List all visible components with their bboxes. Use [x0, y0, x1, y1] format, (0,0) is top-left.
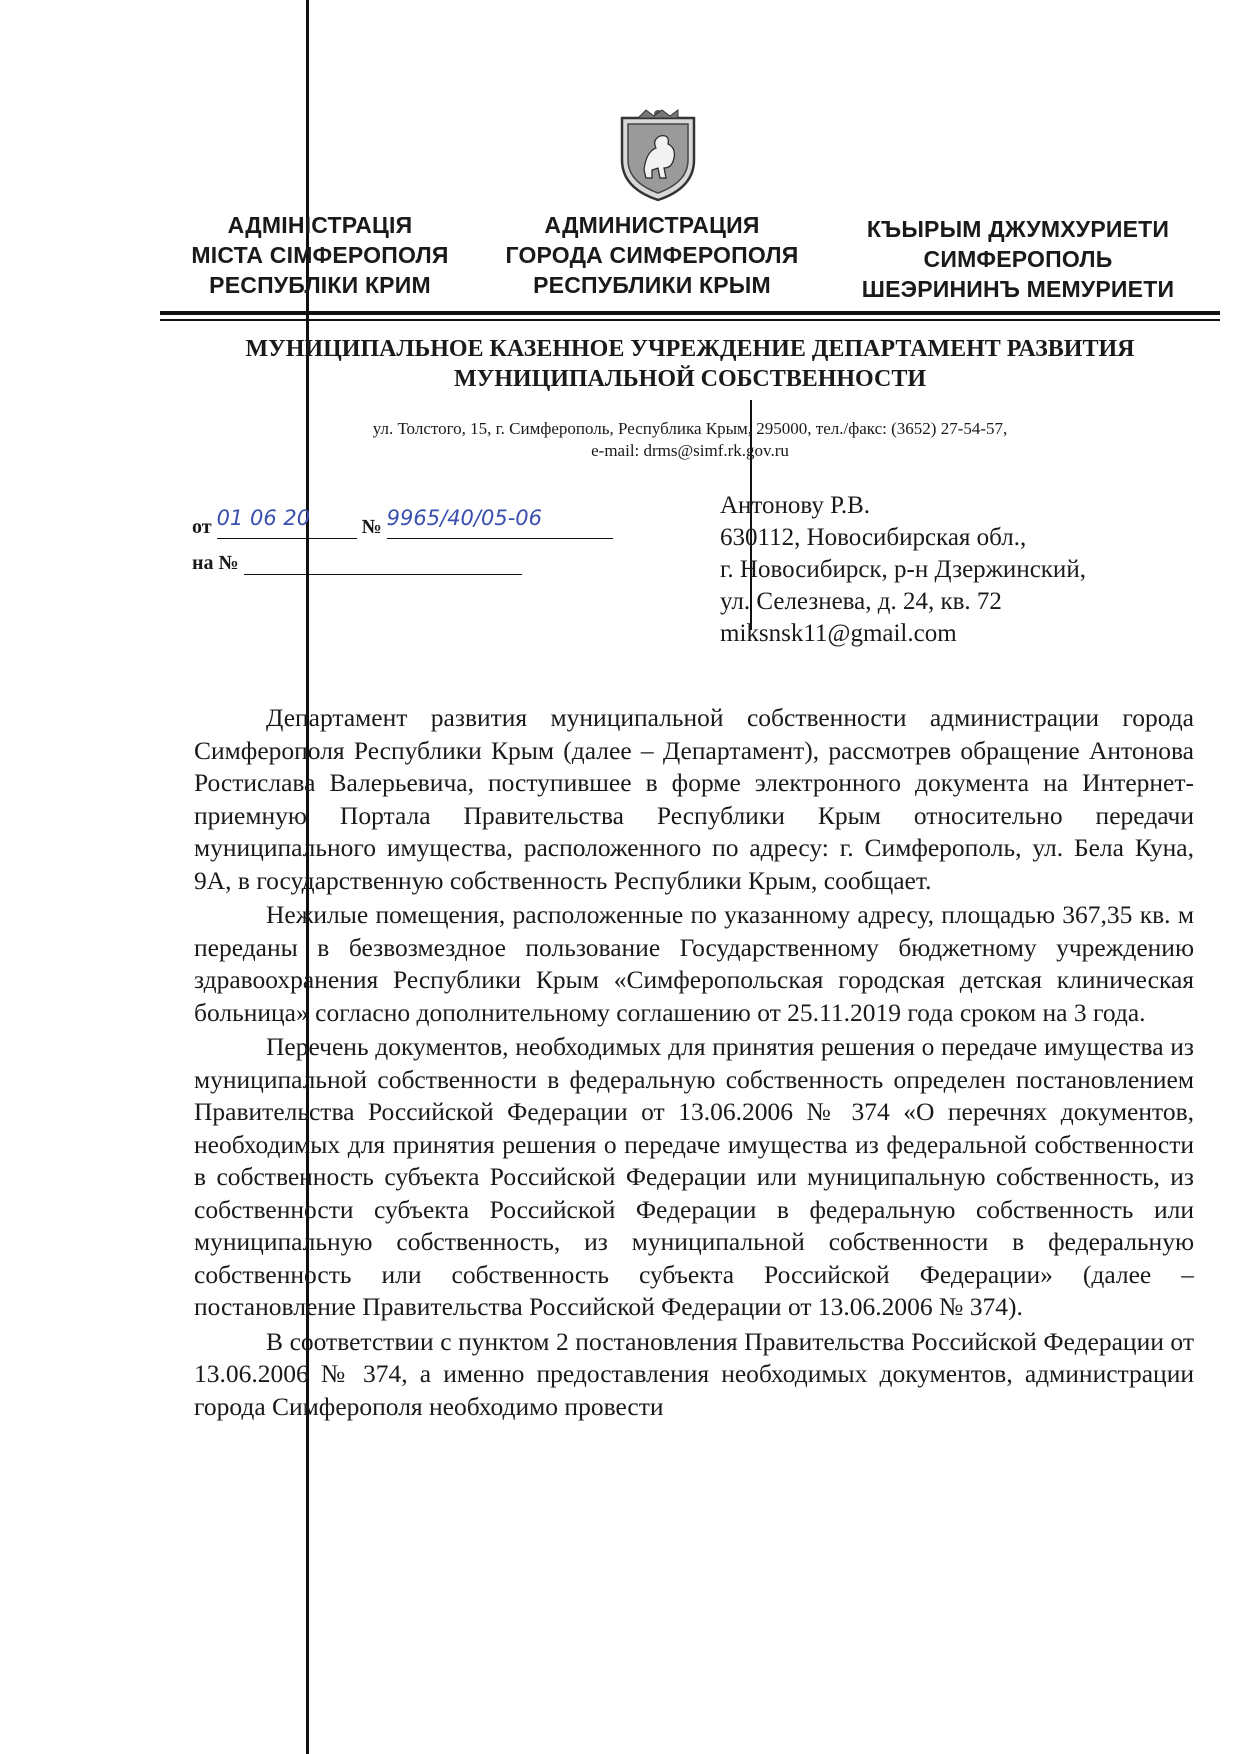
body-paragraph: Департамент развития муниципальной собственности администрации города Симферополя Республики Крым (далее – Департамент), рассмотрев обращение Антонова Ростислава Валерьевича, поступившее в форме электронного документа на Интернет-приемную Портала Правительства Республики Крым относительно передачи муниципального имущества, расположенного по адресу: г. Симферополь, ул. Бела Куна, 9А, в государственную собственность Республики Крым, сообщает.: [194, 703, 1194, 895]
number-label: №: [361, 516, 382, 538]
organization-address: [160, 418, 1220, 462]
organization-title: [160, 334, 1220, 394]
header-ru-line: ГОРОДА СИМФЕРОПОЛЯ: [505, 242, 799, 268]
body-paragraph: В соответствии с пунктом 2 постановления Правительства Российской Федерации от 13.06.2006 № 374, а именно предоставления необходимых документов, администрации города Симферополя необходимо провести: [194, 1326, 1194, 1421]
header-ct-line: ШЕЭРИНИНЪ МЕМУРИЕТИ: [861, 276, 1175, 302]
recipient-block: [720, 490, 1200, 650]
from-label: от: [192, 516, 212, 538]
ref-label: на №: [192, 552, 239, 574]
letter-body: [194, 702, 1194, 1425]
number-field: [386, 506, 613, 539]
handwritten-date: 01 06 20: [216, 506, 311, 530]
recipient-address-line: 630112, Новосибирская обл.,: [720, 524, 1027, 551]
header-russian: [482, 210, 822, 300]
header-ru-line: РЕСПУБЛИКИ КРЫМ: [533, 272, 771, 298]
org-title-line: МУНИЦИПАЛЬНОЕ КАЗЕННОЕ УЧРЕЖДЕНИЕ ДЕПАРТАМЕНТ РАЗВИТИЯ: [245, 336, 1135, 362]
header-ru-line: АДМИНИСТРАЦИЯ: [544, 212, 760, 238]
outgoing-registration: [192, 506, 613, 584]
header-divider: [160, 311, 1220, 315]
org-title-line: МУНИЦИПАЛЬНОЙ СОБСТВЕННОСТИ: [453, 366, 927, 392]
ref-field: [244, 548, 522, 575]
recipient-address-line: г. Новосибирск, р-н Дзержинский,: [720, 556, 1086, 583]
header-ct-line: КЪЫРЫМ ДЖУМХУРИЕТИ: [866, 216, 1170, 242]
recipient-address-line: ул. Селезнева, д. 24, кв. 72: [720, 588, 1002, 615]
reference-row: [192, 548, 613, 584]
header-ua-line: МІСТА СІМФЕРОПОЛЯ: [191, 242, 449, 268]
header-crimean-tatar: [838, 214, 1198, 304]
address-email: e-mail: drms@simf.rk.gov.ru: [591, 441, 789, 460]
recipient-email: miksnsk11@gmail.com: [720, 620, 957, 647]
recipient-name: Антонову Р.В.: [720, 492, 871, 519]
outgoing-date-number-row: [192, 506, 613, 548]
handwritten-number: 9965/40/05-06: [386, 506, 543, 530]
header-ukrainian: [170, 210, 470, 300]
header-ua-line: АДМІНІСТРАЦІЯ: [227, 212, 413, 238]
body-paragraph: Перечень документов, необходимых для принятия решения о передаче имущества из муниципальной собственности в федеральную собственность определен постановлением Правительства Российской Федерации от 13.06.2006 № 374 «О перечнях документов, необходимых для принятия решения о передаче имущества из федеральной собственности в собственность субъекта Российской Федерации или муниципальную собственность, из собственности субъекта Российской Федерации в федеральную собственность или муниципальную собственность, из муниципальной собственности в федеральную собственность или собственность субъекта Российской Федерации» (далее – постановление Правительства Российской Федерации от 13.06.2006 № 374).: [194, 1032, 1194, 1321]
coat-of-arms-icon: [616, 108, 700, 202]
body-paragraph: Нежилые помещения, расположенные по указанному адресу, площадью 367,35 кв. м переданы в безвозмездное пользование Государственному бюджетному учреждению здравоохранения Республики Крым «Симферопольская городская детская клиническая больница» согласно дополнительному соглашению от 25.11.2019 года сроком на 3 года.: [194, 900, 1194, 1027]
address-line: ул. Толстого, 15, г. Симферополь, Республика Крым, 295000, тел./факс: (3652) 27-54-57,: [372, 419, 1008, 438]
header-ua-line: РЕСПУБЛІКИ КРИМ: [209, 272, 431, 298]
header-divider: [160, 319, 1220, 321]
header-ct-line: СИМФЕРОПОЛЬ: [923, 246, 1113, 272]
date-field: [216, 506, 357, 539]
